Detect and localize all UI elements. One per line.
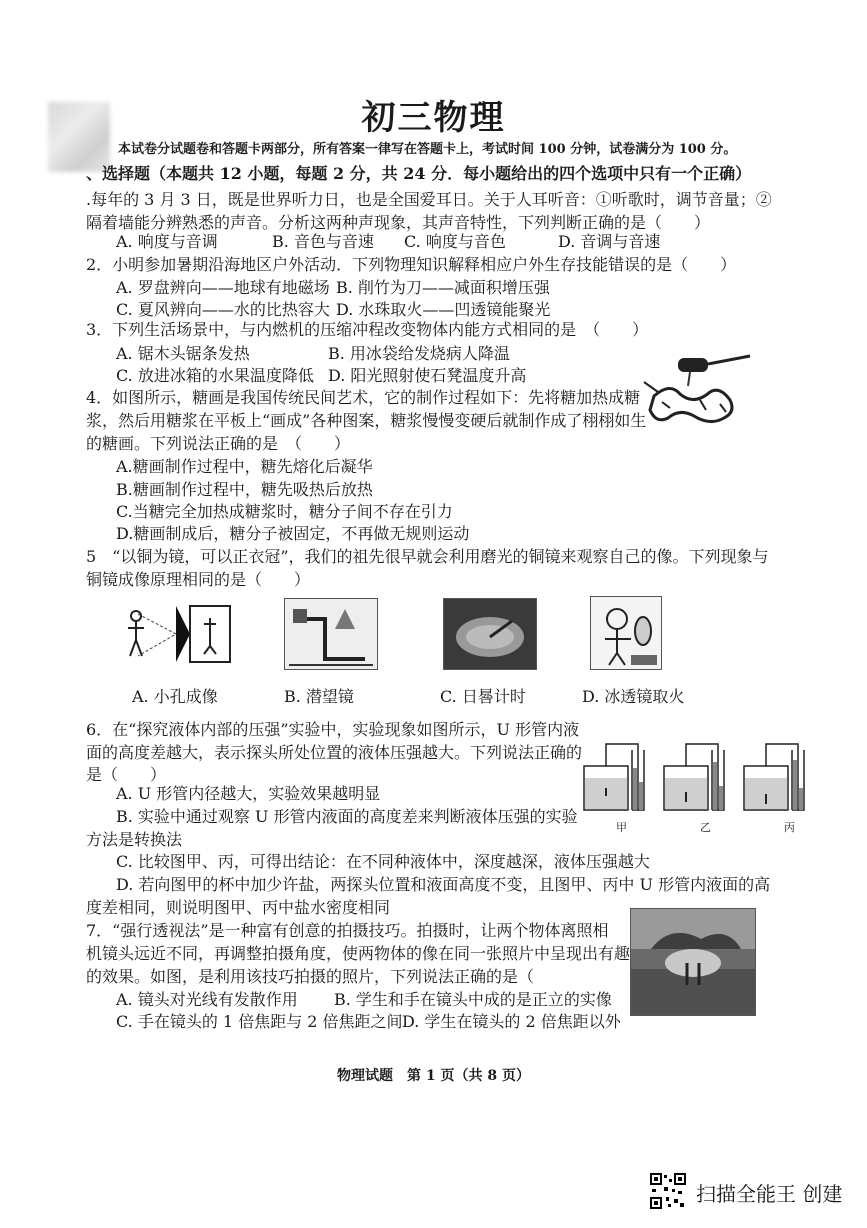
q2-option-d: D. 水珠取火——凹透镜能聚光 (336, 300, 551, 319)
q6-option-d-line2: 度差相同，则说明图甲、丙中盐水密度相同 (86, 898, 391, 917)
q7-stem-line3: 的效果。如图，是利用该技巧拍摄的照片，下列说法正确的是（ (86, 967, 535, 986)
q6-stem-line1: 6．在“探究液体内部的压强”实验中，实验现象如图所示，U 形管内液 (86, 720, 580, 739)
sundial-figure (443, 598, 537, 670)
q2-option-a: A. 罗盘辨向——地球有地磁场 (116, 278, 330, 297)
q1-option-a: A. 响度与音调 (116, 232, 218, 251)
q4-option-d: D.糖画制成后，糖分子被固定，不再做无规则运动 (116, 524, 470, 543)
forced-perspective-photo (630, 908, 756, 1016)
q5-option-a: A. 小孔成像 (132, 687, 218, 706)
q6-stem-line3: 是（ ） (86, 765, 167, 784)
q6-option-b-line2: 方法是转换法 (86, 830, 183, 849)
page-title: 初三物理 (361, 98, 506, 138)
q3-option-d: D. 阳光照射使石凳温度升高 (328, 366, 527, 385)
label-yi: 乙 (700, 821, 711, 834)
q7-stem-line2: 机镜头远近不同，再调整拍摄角度，使两物体的像在同一张照片中呈现出有趣 (86, 944, 631, 963)
label-bing: 丙 (784, 821, 795, 834)
label-jia: 甲 (616, 821, 627, 834)
q6-option-b-line1: B. 实验中通过观察 U 形管内液面的高度差来判断液体压强的实验 (116, 807, 578, 826)
q6-option-d-line1: D. 若向图甲的杯中加少许盐，两探头位置和液面高度不变，且图甲、丙中 U 形管内液面的高 (116, 875, 771, 894)
q1-option-c: C. 响度与音色 (404, 232, 506, 251)
q6-stem-line2: 面的高度差越大，表示探头所处位置的液体压强越大。下列说法正确的 (86, 743, 583, 762)
q6-option-a: A. U 形管内径越大，实验效果越明显 (116, 784, 381, 803)
q3-option-b: B. 用冰袋给发烧病人降温 (328, 344, 510, 363)
q3-option-c: C. 放进冰箱的水果温度降低 (116, 366, 314, 385)
q3-stem: 3．下列生活场景中，与内燃机的压缩冲程改变物体内能方式相同的是 （ ） (86, 320, 649, 339)
q5-option-d: D. 冰透镜取火 (582, 687, 685, 706)
q6-option-c: C. 比较图甲、丙，可得出结论：在不同种液体中，深度越深，液体压强越大 (116, 852, 650, 871)
q1-stem-line1: .每年的 3 月 3 日，既是世界听力日，也是全国爱耳日。关于人耳听音：①听歌时，调节音量；② (86, 190, 772, 209)
pinhole-figure (124, 604, 234, 664)
exam-intro: 本试卷分试题卷和答题卡两部分，所有答案一律写在答题卡上，考试时间 100 分钟，试卷满分为 100 分。 (118, 142, 737, 157)
q7-option-b: B. 学生和手在镜头中成的是正立的实像 (334, 990, 612, 1009)
ice-lens-figure (590, 596, 662, 670)
q7-option-d: D. 学生在镜头的 2 倍焦距以外 (402, 1012, 621, 1031)
scanner-watermark: 扫描全能王 创建 (696, 1182, 843, 1206)
q2-stem: 2．小明参加暑期沿海地区户外活动．下列物理知识解释相应户外生存技能错误的是（ ） (86, 255, 737, 274)
q4-option-a: A.糖画制作过程中，糖先熔化后凝华 (116, 457, 373, 476)
q5-option-b: B. 潜望镜 (284, 687, 354, 706)
q1-stem-line2: 隔着墙能分辨熟悉的声音。分析这两种声现象，其声音特性，下列判断正确的是（ ） (86, 213, 711, 232)
q4-stem-line1: 4．如图所示，糖画是我国传统民间艺术，它的制作过程如下：先将糖加热成糖 (86, 388, 641, 407)
q5-stem-line2: 铜镜成像原理相同的是（ ） (86, 570, 311, 589)
qr-code-icon (650, 1173, 686, 1209)
page-footer: 物理试题 第 1 页（共 8 页） (337, 1068, 530, 1084)
q4-stem-line2: 浆，然后用糖浆在平板上“画成”各种图案，糖浆慢慢变硬后就制作成了栩栩如生 (86, 411, 647, 430)
q1-option-b: B. 音色与音速 (272, 232, 374, 251)
q5-option-c: C. 日晷计时 (440, 687, 526, 706)
q4-option-b: B.糖画制作过程中，糖先吸热后放热 (116, 480, 373, 499)
q2-option-c: C. 夏风辨向——水的比热容大 (116, 300, 330, 319)
u-tube-figure (580, 730, 812, 826)
q4-option-c: C.当糖完全加热成糖浆时，糖分子间不存在引力 (116, 502, 453, 521)
sugar-painting-figure (640, 352, 758, 436)
q7-stem-line1: 7．“强行透视法”是一种富有创意的拍摄技巧。拍摄时，让两个物体离照相 (86, 921, 609, 940)
q1-option-d: D. 音调与音速 (558, 232, 661, 251)
q3-option-a: A. 锯木头锯条发热 (116, 344, 250, 363)
periscope-figure (284, 598, 378, 670)
q7-option-a: A. 镜头对光线有发散作用 (116, 990, 298, 1009)
q5-stem-line1: 5 “以铜为镜，可以正衣冠”，我们的祖先很早就会利用磨光的铜镜来观察自己的像。下列现象与 (86, 547, 769, 566)
q7-option-c: C. 手在镜头的 1 倍焦距与 2 倍焦距之间 (116, 1012, 403, 1031)
section-heading: 、选择题（本题共 12 小题，每题 2 分，共 24 分．每小题给出的四个选项中只有一个正确） (86, 164, 752, 183)
q2-option-b: B. 削竹为刀——减面积增压强 (336, 278, 550, 297)
q4-stem-line3: 的糖画。下列说法正确的是 （ ） (86, 434, 351, 453)
